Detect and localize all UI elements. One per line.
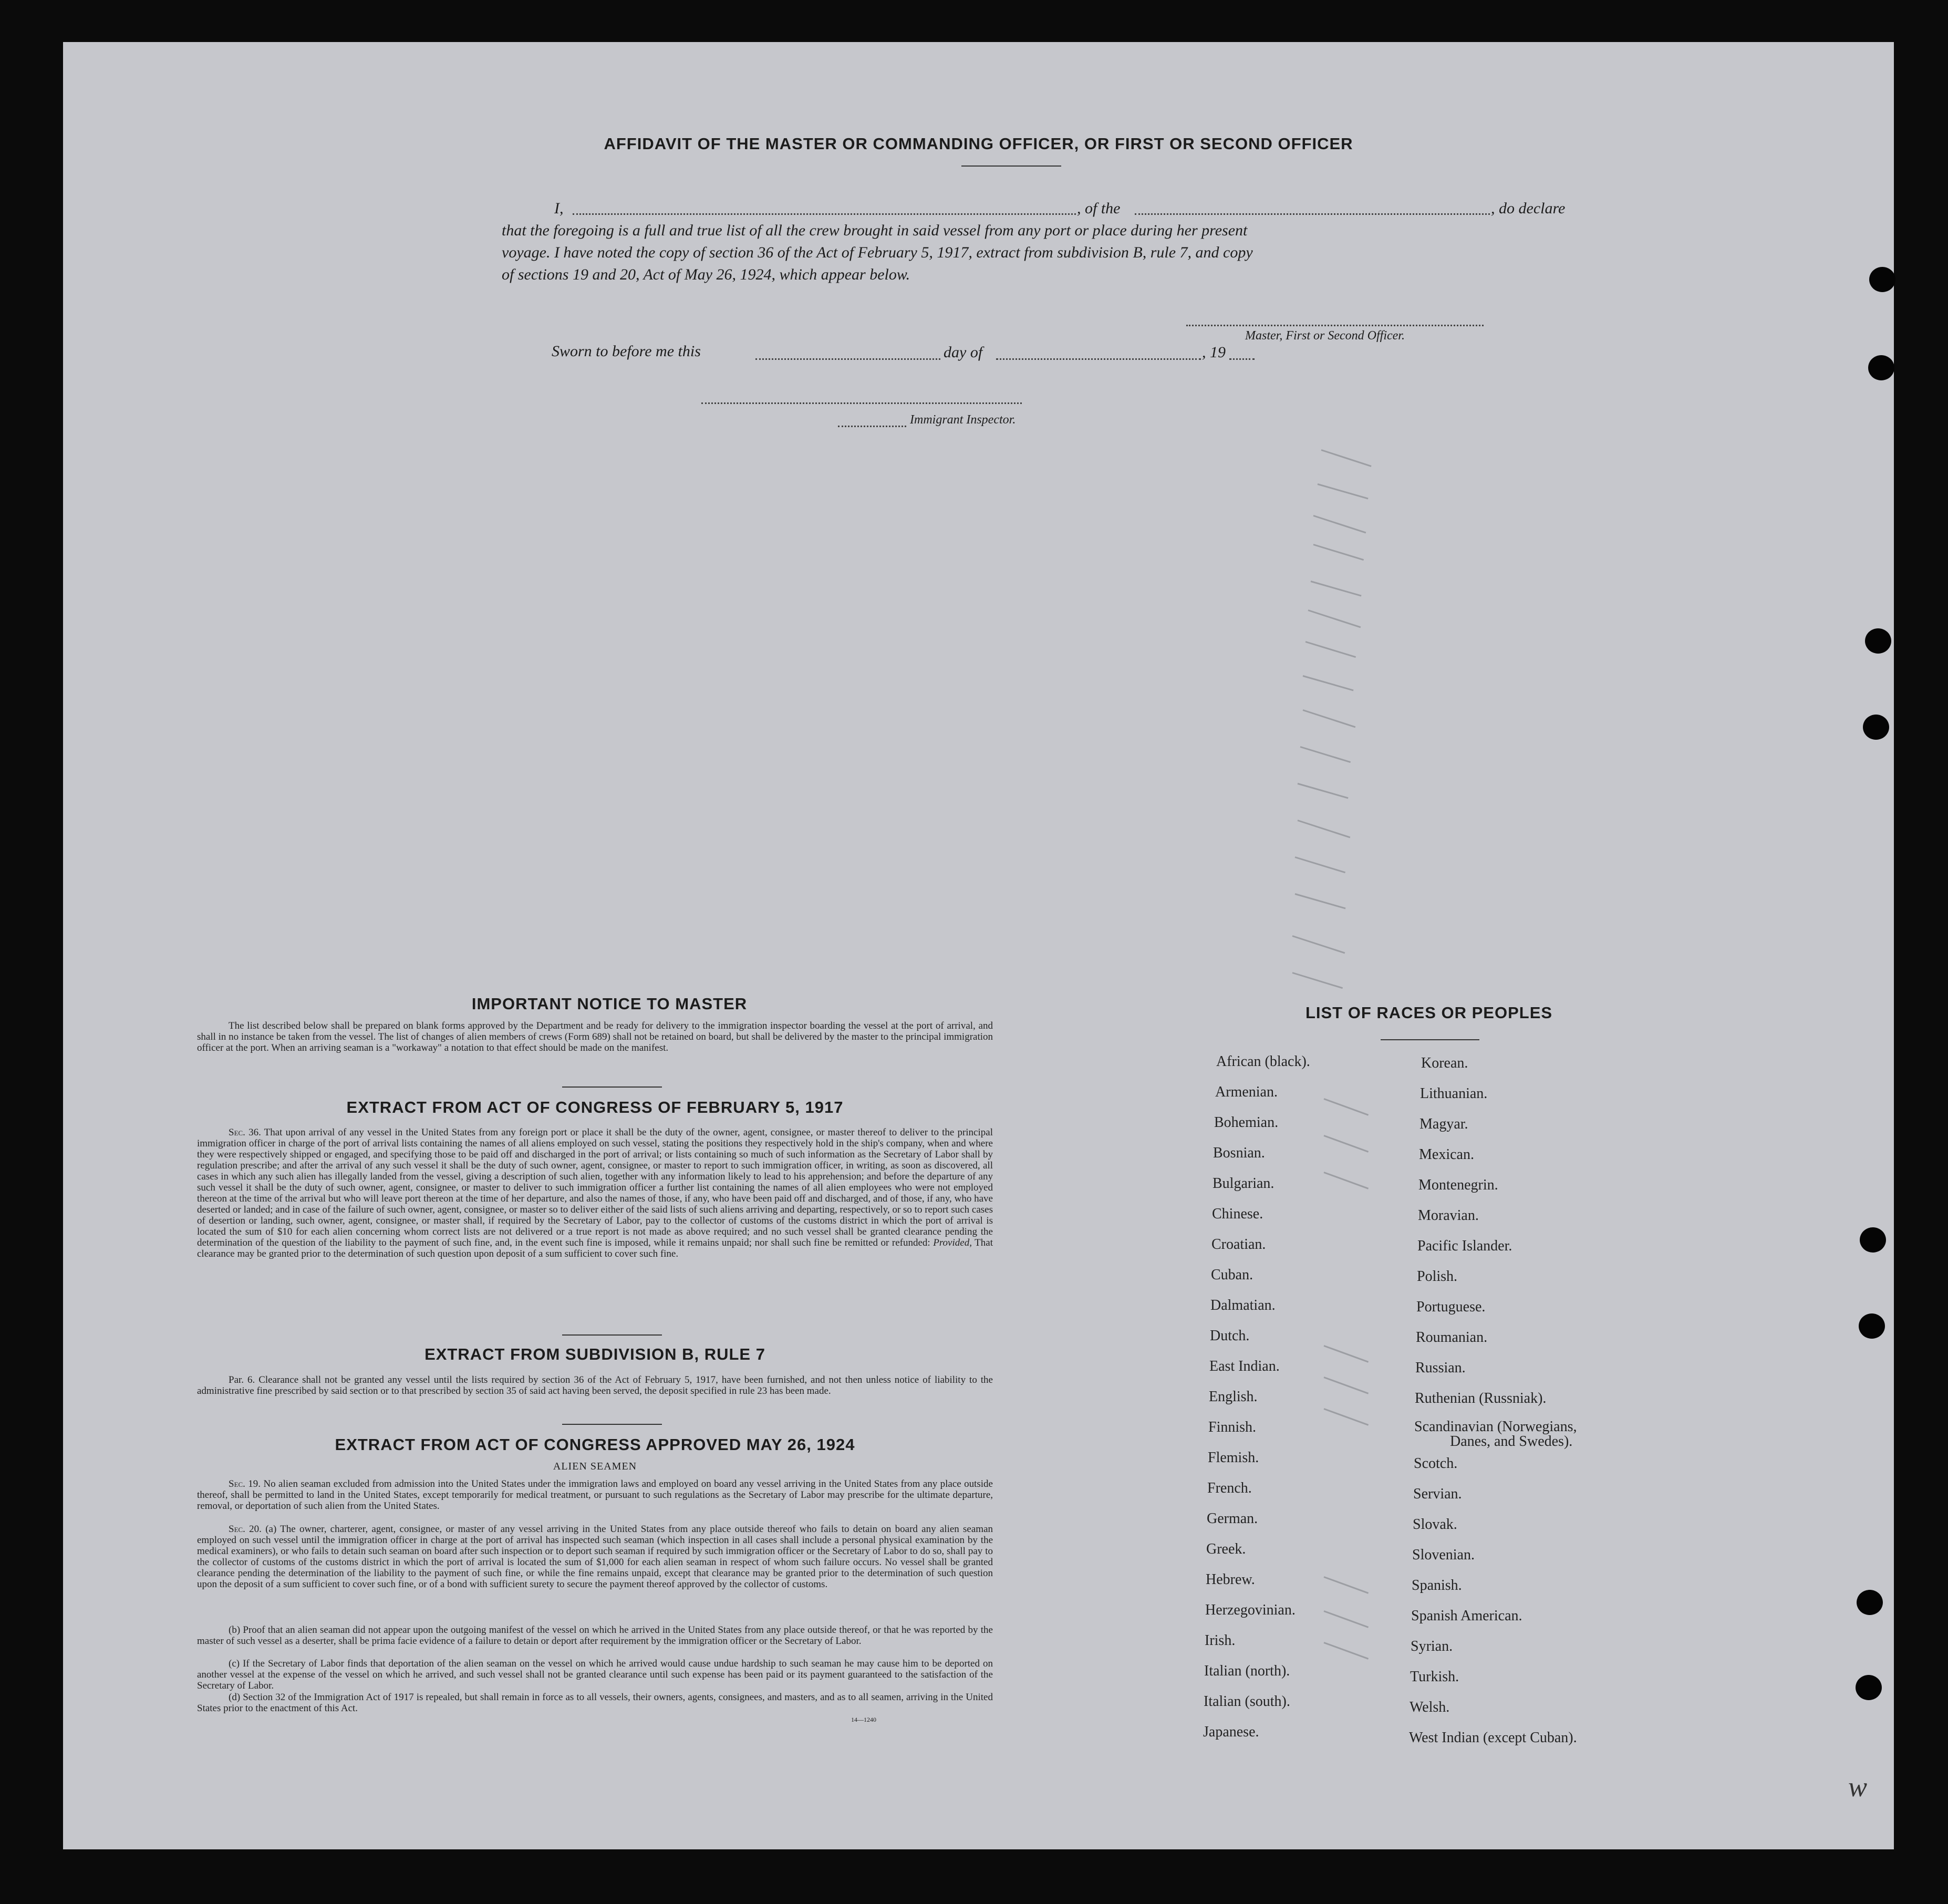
race-item: Hebrew.: [1206, 1571, 1255, 1588]
sec-36-text: That upon arrival of any vessel in the United States from any foreign port or place it shall be the duty of the owner, agent, consignee, or master thereof to deliver to the principal immigration officer in charge of the port of arrival lists containing the names of all aliens employed on such vessel, stating the positions they respectively hold in the ship's company, when and where they were respectively shipped or engaged, and specifying those to be paid off and discharged in the port of arrival; or lists containing so much of such information as the Secretary of Labor shall by regulation prescribe; and after the arrival of any such vessel it shall be the duty of such owner, agent, consignee, or master to report to such immigration officer, in writing, as soon as discovered, all cases in which any such alien has illegally landed from the vessel, giving a description of such alien, together with any information likely to lead to his apprehension; and before the departure of any such vessel it shall be the duty of such owner, agent, consignee, or master to deliver to such immigration officer a further list containing the names of all alien employees who were not employed thereon at the time of the arrival but who will leave port thereon at the time of her departure, and also the names of those, if any, who have been paid off and discharged, and of those, if any, who have deserted or landed; and in case of the failure of such owner, agent, consignee, or master so to deliver either of the said lists of such aliens arriving and departing, respectively, or so to report such cases of desertion or landing, such owner, agent, consignee, or master shall, if required by the Secretary of Labor, pay to the collector of customs of the customs district in which the port of arrival is located the sum of $10 for each alien concerning whom correct lists are not delivered or a true report is not made as above required; and no such vessel shall be granted clearance pending the determination of the question of the liability to the payment of such fine, and, in the event such fine is imposed, while it remains unpaid; nor shall such fine be remitted or refunded:: [197, 1127, 993, 1248]
punch-hole: [1863, 715, 1889, 740]
divider: [562, 1424, 662, 1425]
affidavit-line-2: that the foregoing is a full and true list of all the crew brought in said vessel from any port or place during her present: [502, 222, 1248, 239]
race-item: Montenegrin.: [1418, 1177, 1498, 1193]
race-item: Bohemian.: [1214, 1114, 1279, 1131]
punch-hole: [1856, 1675, 1882, 1700]
race-item: Spanish.: [1412, 1577, 1462, 1593]
race-item: Herzegovinian.: [1205, 1602, 1296, 1618]
race-item: Portuguese.: [1416, 1299, 1486, 1315]
race-item: Armenian.: [1215, 1084, 1278, 1100]
alien-seamen-subtitle: ALIEN SEAMEN: [553, 1461, 637, 1472]
race-item: African (black).: [1216, 1053, 1310, 1070]
sec-20a-paragraph: [197, 1524, 993, 1590]
race-item: Slovak.: [1413, 1516, 1457, 1533]
sec-19-paragraph: [197, 1478, 993, 1512]
sec-20a-text: (a) The owner, charterer, agent, consignee, or master of any vessel arriving in the United States from any place outside thereof who fails to detain on board any alien seaman employed on such vessel until the immigration officer in charge at the port of arrival has inspected such seaman (which inspection in all cases shall include a personal physical examination by the medical examiners), or who fails to detain such seaman on board after such inspection or to deport such seaman if required by such immigration officer or the Secretary of Labor to do so, shall pay to the collector of customs of the customs district in which the port of arrival is located the sum of $1,000 for each alien seaman in respect of whom such failure occurs. No vessel shall be granted clearance pending the determination of the liability to the payment of such fine, or while the fine remains unpaid, except that clearance may be granted prior to the determination of such question upon the deposit of a sum sufficient to cover such fine, or of a bond with sufficient surety to secure the payment thereof approved by the collector of customs.: [197, 1524, 993, 1590]
race-item: Servian.: [1413, 1486, 1462, 1502]
race-item-continuation: Danes, and Swedes).: [1450, 1433, 1573, 1450]
notice-text: The list described below shall be prepared on blank forms approved by the Department and be ready for delivery to the immigration inspector boarding the vessel at the port of arrival, and shall in no instance be taken from the vessel. The list of changes of alien members of crews (Form 689) shall not be retained on board, but shall be delivered by the master to the principal immigration officer at the port. When an arriving seaman is a "workaway" a notation to that effect should be made on the manifest.: [197, 1020, 993, 1053]
month-blank[interactable]: [996, 358, 1201, 360]
race-item: Greek.: [1206, 1541, 1246, 1557]
sec-20d-text: (d) Section 32 of the Immigration Act of 1917 is repealed, but shall remain in force as to all vessels, their owners, agents, consignees, and masters, and as to all seamen, arriving in the United States prior to the enactment of this Act.: [197, 1692, 993, 1714]
race-item: Ruthenian (Russniak).: [1415, 1390, 1547, 1406]
divider: [562, 1334, 662, 1336]
title-underline: [961, 165, 1061, 167]
sec-36-label: Sec. 36.: [229, 1127, 261, 1138]
affidavit-line-4: of sections 19 and 20, Act of May 26, 1924, which appear below.: [502, 266, 910, 283]
divider: [562, 1086, 662, 1088]
race-item: French.: [1207, 1480, 1252, 1496]
race-item: Bulgarian.: [1213, 1175, 1275, 1192]
race-item: Moravian.: [1418, 1207, 1479, 1224]
affidavit-i: I,: [554, 200, 564, 217]
year-blank[interactable]: [1229, 358, 1255, 360]
sec-20c-text: (c) If the Secretary of Labor finds that deportation of the alien seaman on the vessel on which he arrived would cause undue hardship to such seaman he may cause him to be deported on another vessel at the expense of the vessel on which he arrived, and such vessel shall not be granted clearance until such expense has been paid or its payment guaranteed to the satisfaction of the Secretary of Labor.: [197, 1658, 993, 1691]
sworn-text: Sworn to before me this: [552, 343, 701, 360]
race-item: Scotch.: [1414, 1455, 1458, 1472]
sec-19-label: Sec. 19.: [229, 1478, 261, 1489]
document-page: [63, 42, 1894, 1849]
punch-hole: [1860, 1227, 1886, 1253]
race-item: Dalmatian.: [1210, 1297, 1276, 1313]
inspector-signature-line[interactable]: [701, 402, 1022, 404]
affidavit-line-3: voyage. I have noted the copy of section 36 of the Act of February 5, 1917, extract from subdivision B, rule 7, and copy: [502, 244, 1253, 261]
form-number: 14—1240: [851, 1716, 876, 1723]
inspector-prefix-blank: [838, 426, 906, 427]
race-item: East Indian.: [1209, 1358, 1280, 1374]
race-item: Cuban.: [1211, 1267, 1253, 1283]
race-item: Irish.: [1205, 1632, 1236, 1649]
race-item: Finnish.: [1208, 1419, 1257, 1435]
sec-19-text: No alien seaman excluded from admission into the United States under the immigration laws and employed on board any vessel arriving in the United States from any place outside thereof, shall be permitted to land in the United States, except temporarily for medical treatment, or pursuant to such regulations as the Secretary of Labor may prescribe for the ultimate departure, removal, or deportation of such alien from the United States.: [197, 1478, 993, 1512]
proviso-text: That clearance may be granted prior to the determination of such question upon deposit of a sum sufficient to cover such fine.: [197, 1237, 993, 1259]
race-item: Japanese.: [1203, 1724, 1259, 1740]
year-text: , 19: [1202, 344, 1226, 361]
race-item: Croatian.: [1211, 1236, 1266, 1253]
race-item: Polish.: [1417, 1268, 1458, 1285]
name-blank[interactable]: [573, 213, 1076, 215]
races-title: LIST OF RACES OR PEOPLES: [1305, 1003, 1553, 1022]
master-signature-line[interactable]: [1186, 325, 1484, 326]
race-item: Mexican.: [1419, 1146, 1474, 1163]
race-item: Italian (north).: [1204, 1663, 1290, 1679]
punch-hole: [1865, 628, 1891, 654]
race-item: Roumanian.: [1416, 1329, 1488, 1346]
margin-mark: w: [1848, 1771, 1868, 1803]
race-item: Syrian.: [1411, 1638, 1453, 1654]
race-item: English.: [1209, 1389, 1258, 1405]
proviso-label: Provided,: [933, 1237, 972, 1248]
race-item: Spanish American.: [1411, 1608, 1522, 1624]
race-item: Bosnian.: [1213, 1145, 1265, 1161]
race-item: Lithuanian.: [1420, 1085, 1488, 1102]
race-item: Welsh.: [1410, 1699, 1450, 1715]
sec-20b-text: (b) Proof that an alien seaman did not appear upon the outgoing manifest of the vessel on which he arrived in the United States from any place outside thereof, or that he was reported by the master of such vessel as a deserter, shall be prima facie evidence of a failure to detain or deport after requirement by the immigration officer or the Secretary of Labor.: [197, 1624, 993, 1647]
inspector-caption: Immigrant Inspector.: [910, 413, 1016, 427]
vessel-blank[interactable]: [1135, 213, 1490, 215]
race-item: Flemish.: [1208, 1450, 1259, 1466]
extract-1924-title: EXTRACT FROM ACT OF CONGRESS APPROVED MAY 26, 1924: [335, 1435, 855, 1454]
sec-36-paragraph: [197, 1127, 993, 1259]
sworn-day-blank[interactable]: [755, 358, 940, 360]
punch-hole: [1868, 355, 1894, 380]
master-caption: Master, First or Second Officer.: [1245, 329, 1405, 343]
punch-hole: [1857, 1590, 1883, 1615]
race-item: German.: [1207, 1510, 1258, 1527]
race-item: Korean.: [1421, 1055, 1468, 1071]
sec-20-label: Sec. 20.: [229, 1524, 262, 1535]
rule7-title: EXTRACT FROM SUBDIVISION B, RULE 7: [424, 1345, 765, 1363]
race-item: Dutch.: [1210, 1328, 1250, 1344]
punch-hole: [1869, 267, 1895, 292]
race-item: Russian.: [1415, 1360, 1466, 1376]
race-item: Pacific Islander.: [1417, 1238, 1512, 1254]
race-item: Italian (south).: [1204, 1693, 1290, 1710]
punch-hole: [1859, 1313, 1885, 1339]
race-item: Turkish.: [1410, 1669, 1459, 1685]
race-item: Magyar.: [1419, 1116, 1468, 1132]
race-item: West Indian (except Cuban).: [1409, 1730, 1577, 1746]
day-of-text: day of: [944, 344, 983, 361]
race-item: Scandinavian (Norwegians,: [1414, 1419, 1577, 1435]
rule7-text: Par. 6. Clearance shall not be granted any vessel until the lists required by section 36 of the Act of February 5, 1917, have been furnished, and not then unless notice of liability to the administrative fine prescribed by said section or to that prescribed by section 35 of said act having been served, the deposit specified in rule 23 has been made.: [197, 1374, 993, 1396]
affidavit-title: AFFIDAVIT OF THE MASTER OR COMMANDING OFFICER, OR FIRST OR SECOND OFFICER: [604, 134, 1353, 153]
races-title-underline: [1381, 1039, 1479, 1040]
affidavit-declare: , do declare: [1491, 200, 1566, 217]
extract-1917-title: EXTRACT FROM ACT OF CONGRESS OF FEBRUARY 5, 1917: [346, 1098, 844, 1116]
race-item: Chinese.: [1212, 1206, 1263, 1222]
race-item: Slovenian.: [1412, 1547, 1475, 1563]
affidavit-of-the: , of the: [1077, 200, 1121, 217]
notice-title: IMPORTANT NOTICE TO MASTER: [471, 995, 748, 1013]
